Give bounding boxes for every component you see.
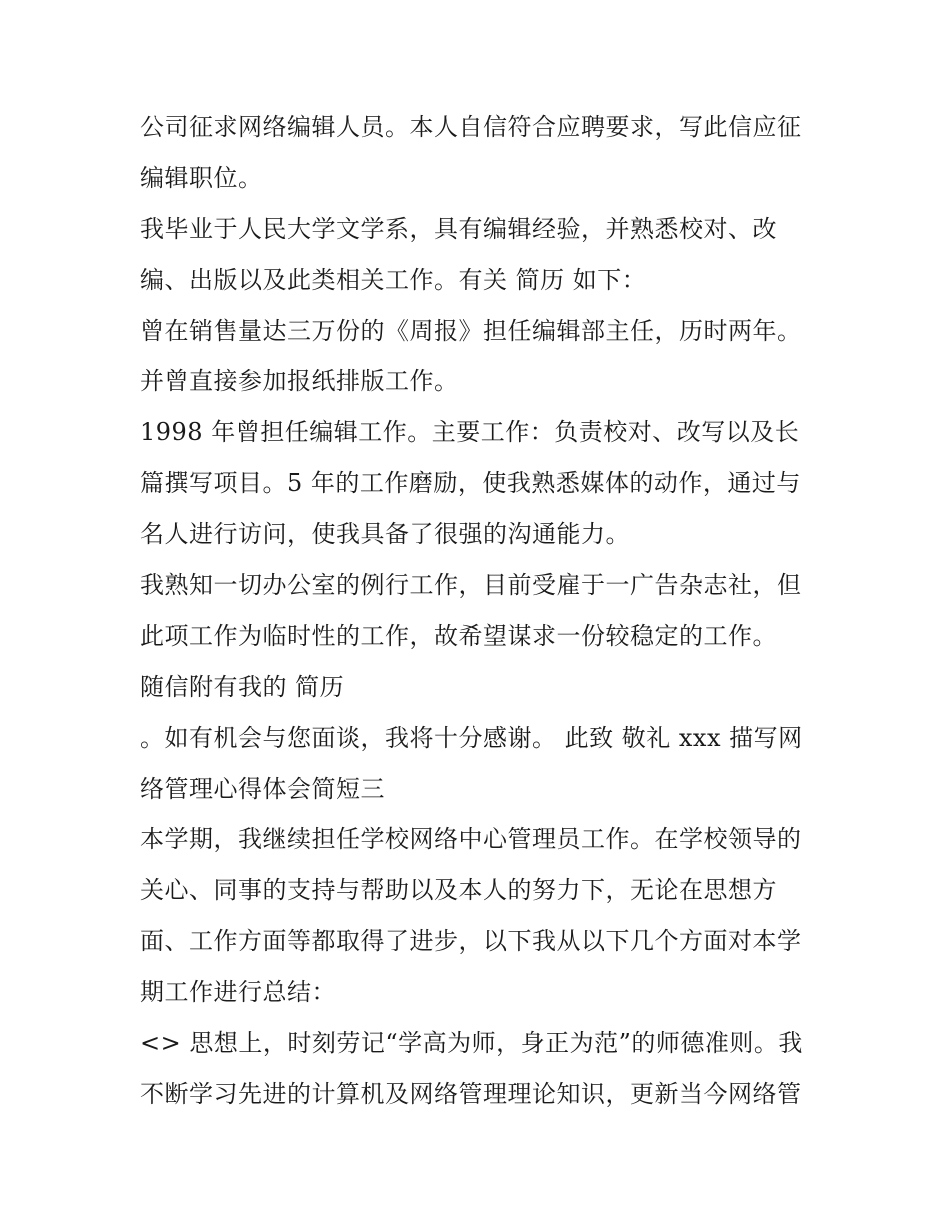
text-line: 。如有机会与您面谈，我将十分感谢。 此致 敬礼 xxx 描写网 <box>140 723 803 752</box>
text-line: 公司征求网络编辑人员。本人自信符合应聘要求，写此信应征 <box>140 113 802 141</box>
text-line: 我熟知一切办公室的例行工作，目前受雇于一广告杂志社，但 <box>140 571 802 600</box>
text-line: 期工作进行总结： <box>140 978 336 1007</box>
text-line: 我毕业于人民大学文学系，具有编辑经验，并熟悉校对、改 <box>140 214 777 243</box>
text-line: 曾在销售量达三万份的《周报》担任编辑部主任，历时两年。 <box>140 316 802 345</box>
text-line: 并曾直接参加报纸排版工作。 <box>140 367 459 396</box>
text-line: 随信附有我的 简历 <box>140 672 345 701</box>
text-line: 篇撰写项目。5 年的工作磨励，使我熟悉媒体的动作，通过与 <box>140 469 801 498</box>
text-line: 络管理心得体会简短三 <box>140 774 385 803</box>
text-line: 关心、同事的支持与帮助以及本人的努力下，无论在思想方 <box>140 876 777 905</box>
document-body <box>140 102 820 1120</box>
text-line: 1998 年曾担任编辑工作。主要工作：负责校对、改写以及长 <box>140 418 800 447</box>
text-line: 面、工作方面等都取得了进步，以下我从以下几个方面对本学 <box>140 927 802 956</box>
text-line: <> 思想上，时刻劳记“学高为师，身正为范”的师德准则。我 <box>140 1029 803 1058</box>
text-line: 本学期，我继续担任学校网络中心管理员工作。在学校领导的 <box>140 825 802 854</box>
text-line: 名人进行访问，使我具备了很强的沟通能力。 <box>140 520 630 549</box>
text-line: 编、出版以及此类相关工作。有关 简历 如下： <box>140 265 647 294</box>
text-line: 编辑职位。 <box>140 163 263 192</box>
text-line: 不断学习先进的计算机及网络管理理论知识，更新当今网络管 <box>140 1079 802 1108</box>
text-line: 此项工作为临时性的工作，故希望谋求一份较稳定的工作。 <box>140 621 777 650</box>
